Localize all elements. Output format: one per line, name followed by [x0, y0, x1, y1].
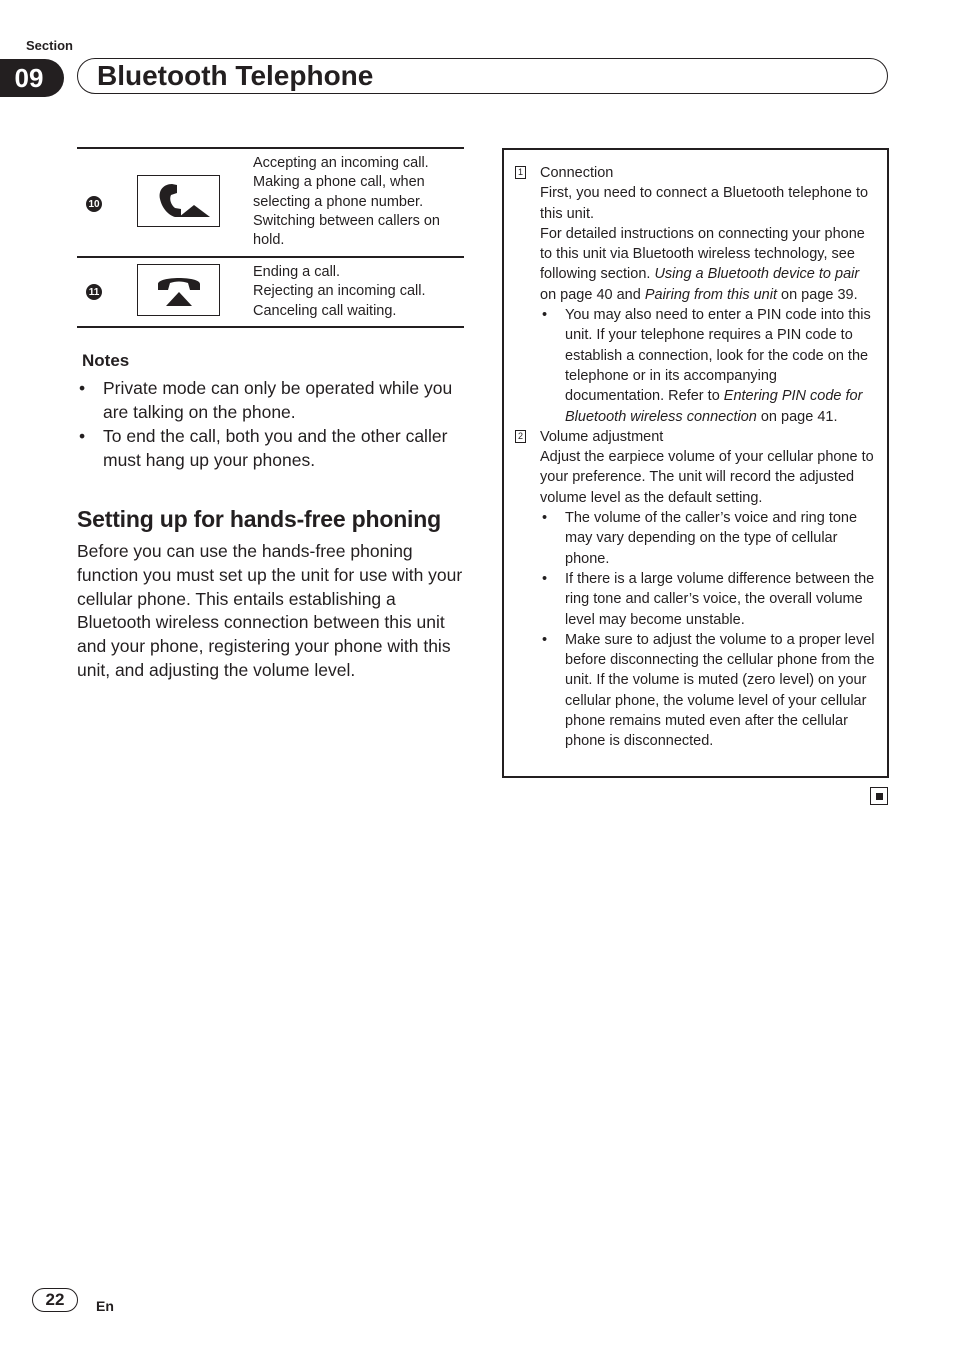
procedure-box — [502, 148, 889, 778]
step-bullet: • If there is a large volume difference between the ring tone and caller’s voice, the overall volume level may become unstable. — [540, 569, 879, 630]
end-of-section-icon — [870, 787, 888, 805]
language-code: En — [96, 1298, 114, 1314]
row-description — [253, 263, 463, 321]
step-number: 2 — [515, 430, 526, 443]
phone-off-hook-icon — [137, 175, 220, 227]
row-number-badge: 11 — [86, 284, 102, 300]
section-heading: Setting up for hands-free phoning — [77, 506, 441, 532]
step-bullet — [540, 305, 879, 427]
step-number: 1 — [515, 166, 526, 179]
row-description-line: hold. — [253, 232, 285, 249]
page-number: 22 — [32, 1288, 78, 1312]
setup-paragraph: Before you can use the hands-free phoning function you must set up the unit for use with your cellular phone. This entails establishing a Bluetooth wireless connection between this unit and your phone, registering your phone with this unit, and adjusting the volume level. — [77, 541, 463, 680]
step-paragraph: First, you need to connect a Bluetooth telephone to this unit. — [540, 185, 869, 222]
row-description-line: Making a phone call, when — [253, 174, 425, 191]
page-title-text: Bluetooth Telephone — [97, 60, 374, 91]
step-title: Connection — [540, 165, 614, 181]
button-icon-table — [77, 147, 464, 328]
procedure-step — [513, 163, 879, 427]
note-item: • Private mode can only be operated while you are talking on the phone. — [77, 376, 464, 424]
cross-reference: Pairing from this unit — [644, 286, 777, 303]
text-run: on page 39. — [777, 286, 858, 303]
section-label: Section — [26, 38, 73, 53]
row-number-badge: 10 — [86, 196, 102, 212]
step-title: Volume adjustment — [540, 428, 664, 445]
text-run: on page 41. — [756, 408, 838, 425]
table-row — [77, 147, 464, 256]
notes-heading: Notes — [82, 351, 130, 370]
step-bullet: • Make sure to adjust the volume to a proper level before disconnecting the cellular phone from the unit. If the volume is muted (zero level) on your cellular phone, the volume level of your cellular phone remains muted even after the cellular phone is disconnected. — [540, 630, 879, 752]
row-description-line: Canceling call waiting. — [253, 302, 397, 319]
text-run: For detailed instructions on connecting your phone to this unit via Bluetooth wireless technology, see following section. — [540, 225, 865, 283]
row-description-line: Rejecting an incoming call. — [253, 283, 426, 300]
section-number-badge: 09 — [0, 59, 64, 97]
cross-reference: Entering PIN code for Bluetooth wireless connection — [565, 388, 863, 425]
text-run: You may also need to enter a PIN code into this unit. If your telephone requires a PIN code to establish a connection, look for the code on the telephone or in its accompanying documentation. Refer to — [565, 307, 871, 405]
note-item: • To end the call, both you and the other caller must hang up your phones. — [77, 424, 464, 472]
row-description-line: Switching between callers on — [253, 212, 440, 229]
row-description-line: Ending a call. — [253, 264, 341, 280]
phone-hang-up-icon — [137, 264, 220, 316]
step-bullet: • The volume of the caller’s voice and ring tone may vary depending on the type of cellular phone. — [540, 508, 879, 569]
notes-list — [77, 376, 464, 472]
step-paragraph — [540, 224, 879, 305]
cross-reference: Using a Bluetooth device to pair — [654, 266, 860, 283]
row-description-line: Accepting an incoming call. — [253, 155, 429, 171]
page-title — [77, 58, 888, 94]
table-row — [77, 256, 464, 328]
row-description-line: selecting a phone number. — [253, 193, 424, 210]
text-run: on page 40 and — [540, 286, 645, 303]
step-paragraph: Adjust the earpiece volume of your cellular phone to your preference. The unit will record the adjusted volume level as the default setting. — [540, 449, 874, 506]
procedure-step — [513, 427, 879, 752]
row-description — [253, 154, 463, 250]
